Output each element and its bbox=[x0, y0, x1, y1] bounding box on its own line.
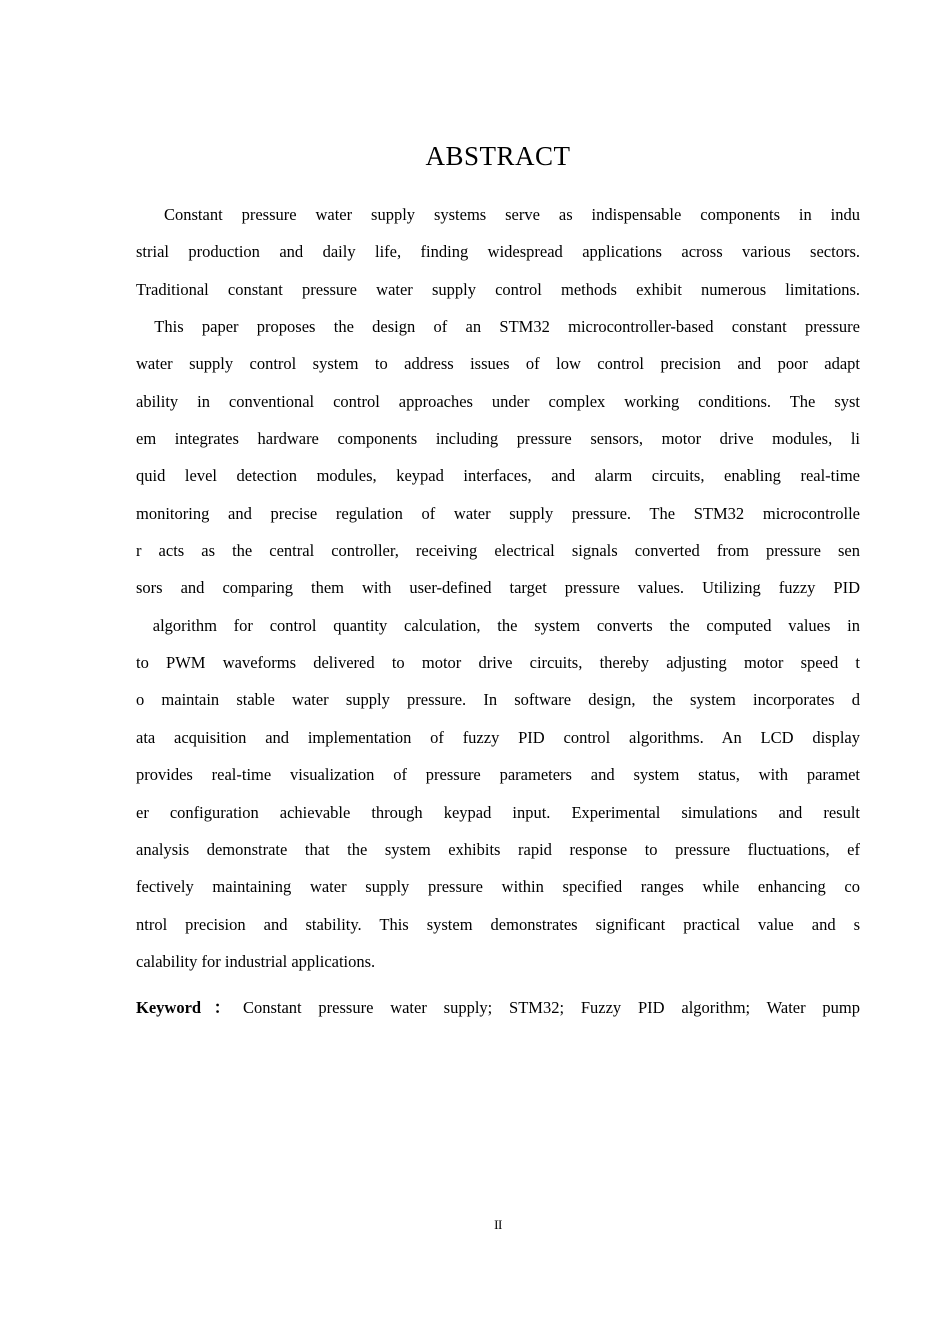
abstract-body bbox=[136, 196, 860, 980]
abstract-line: o maintain stable water supply pressure. In software design, the system incorporates d bbox=[136, 690, 860, 710]
abstract-line: to PWM waveforms delivered to motor drive circuits, thereby adjusting motor speed t bbox=[136, 653, 860, 673]
keywords-line bbox=[136, 989, 860, 1026]
page-number: II bbox=[494, 1217, 502, 1232]
keywords-label: Keyword： bbox=[136, 998, 243, 1017]
abstract-line: sors and comparing them with user-defined target pressure values. Utilizing fuzzy PID bbox=[136, 578, 860, 598]
keywords-text: Constant pressure water supply; STM32; Fuzzy PID algorithm; Water pump bbox=[242, 998, 860, 1017]
abstract-line: fectively maintaining water supply pressure within specified ranges while enhancing co bbox=[136, 877, 860, 897]
abstract-line: strial production and daily life, finding widespread applications across various sectors. bbox=[136, 242, 860, 262]
abstract-line: monitoring and precise regulation of water supply pressure. The STM32 microcontrolle bbox=[136, 503, 860, 523]
abstract-line: Constant pressure water supply systems serve as indispensable components in indu bbox=[164, 205, 860, 224]
abstract-line: provides real-time visualization of pressure parameters and system status, with paramet bbox=[136, 765, 860, 785]
abstract-line: calability for industrial applications. bbox=[136, 951, 376, 971]
abstract-line: ata acquisition and implementation of fuzzy PID control algorithms. An LCD display bbox=[136, 727, 860, 747]
abstract-line: water supply control system to address issues of low control precision and poor adapt bbox=[136, 354, 860, 374]
abstract-line: ntrol precision and stability. This system demonstrates significant practical value and s bbox=[136, 914, 860, 934]
abstract-line: ability in conventional control approaches under complex working conditions. The syst bbox=[136, 391, 860, 411]
abstract-line: algorithm for control quantity calculation, the system converts the computed values in bbox=[136, 615, 860, 635]
abstract-line: em integrates hardware components including pressure sensors, motor drive modules, li bbox=[136, 429, 860, 449]
abstract-line: analysis demonstrate that the system exhibits rapid response to pressure fluctuations, ef bbox=[136, 839, 860, 859]
abstract-line: This paper proposes the design of an STM32 microcontroller-based constant pressure bbox=[136, 317, 860, 337]
abstract-line: quid level detection modules, keypad interfaces, and alarm circuits, enabling real-time bbox=[136, 466, 860, 486]
page-title: ABSTRACT bbox=[425, 141, 571, 171]
abstract-line: r acts as the central controller, receiving electrical signals converted from pressure sen bbox=[136, 541, 860, 561]
abstract-line: er configuration achievable through keypad input. Experimental simulations and result bbox=[136, 802, 860, 822]
abstract-line: Traditional constant pressure water supply control methods exhibit numerous limitations. bbox=[136, 279, 860, 299]
